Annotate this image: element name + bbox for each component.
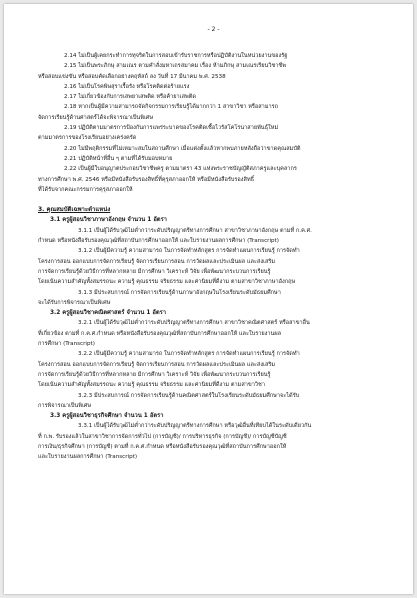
text-line: 3.2.2 เป็นผู้มีความรู้ ความสามารถ ในการจัดทำหลักสูตร การจัดทำแผนการเรียนรู้ การจัดทำ [78, 351, 300, 358]
text-line: ที่ได้รับจากคณะกรรมการคุรุสภาออกให้ [38, 186, 133, 193]
subsection-body [38, 318, 389, 411]
text-line: โครงการสอน ออกแบบการจัดการเรียนรู้ จัดการเรียนการสอน การวัดผลและประเมินผล และส่งเสริม [38, 361, 276, 368]
subsection-body [38, 421, 389, 462]
text-line: 2.18 หากเป็นผู้มีความสามารถจัดกิจกรรมการเรียนรู้ได้มากกว่า 1 สาขาวิชา หรือสามารถ [64, 104, 279, 111]
text-line: โดยเน้นความสำคัญทั้งสมรรถนะ ความรู้ คุณธรรม จริยธรรม และค่านิยมที่ดีงาม ตามสาขาวิชาภาษาอังกฤษ [38, 279, 296, 286]
text-line: จัดการเรียนรู้ด้านศาสตร์ได้จะพิจารณาเป็นพิเศษ [38, 114, 154, 121]
text-line: ที่เกี่ยวข้อง ตามที่ ก.ค.ศ.กำหนด หรือหนังสือรับรองคุณวุฒิที่สถาบันการศึกษาออกให้ และใบรายงานผล [38, 330, 282, 337]
subsection-title: 3.3 ครูผู้สอนวิชาธุรกิจศึกษา จำนวน 1 อัตรา [50, 413, 164, 420]
text-line: ทางการศึกษา พ.ศ. 2546 หรือมีหนังสือรับรองสิทธิ์ที่คุรุสภาออกให้ หรือมีหนังสือรับรองสิทธิ์ [38, 176, 255, 183]
text-line: 3.1.2 เป็นผู้มีความรู้ ความสามารถ ในการจัดทำหลักสูตร การจัดทำแผนการเรียนรู้ การจัดทำ [78, 248, 300, 255]
text-line: 2.19 ปฏิบัติตามมาตรการป้องกันการแพร่ระบาดของโรคติดเชื้อไวรัสโคโรนาสายพันธุ์ใหม่ [64, 125, 279, 132]
text-line: ที่ ก.พ. รับรองแล้วในสาขาวิชาการจัดการทั่วไป (การบัญชี)/ การบริหารธุรกิจ (การบัญชี)/ การบัญชีบัญชี [38, 433, 287, 440]
text-line: การเงิน/ธุรกิจศึกษา (การบัญชี) ตามที่ ก.ค.ศ.กำหนด หรือหนังสือรับรองคุณวุฒิที่สถาบันการศึกษาออกให้ [38, 443, 287, 450]
text-line: 3.2.3 มีประสบการณ์ การจัดการเรียนรู้ด้านคณิตศาสตร์ในโรงเรียนระดับมัธยมศึกษาจะได้รับ [78, 392, 300, 399]
text-line: 3.2.1 เป็นผู้ได้รับวุฒิไม่ต่ำกว่าระดับปริญญาตรีทางการศึกษา สาขาวิชาคณิตศาสตร์ หรือสาขาอื่น [78, 320, 310, 327]
text-line: หรือสอบแข่งขัน หรือสอบคัดเลือกอย่างคฤหัสถ์ ลง วันที่ 17 มีนาคม พ.ศ. 2538 [38, 73, 226, 80]
text-line: 2.15 ไม่เป็นพระภิกษุ สามเณร ตามคำสั่งมหาเถรสมาคม เรื่อง ห้ามภิกษุ สามเณรเรียนวิชาชีพ [64, 63, 286, 70]
text-line: 2.21 ปฏิบัติหน้าที่อื่น ๆ ตามที่ได้รับมอบหมาย [64, 155, 173, 162]
text-line: โครงการสอน ออกแบบการจัดการเรียนรู้ จัดการเรียนการสอน การวัดผลและประเมินผล และส่งเสริม [38, 258, 276, 265]
text-line: 2.14 ไม่เป็นผู้เคยกระทำการทุจริตในการสอบเข้ารับราชการหรือปฏิบัติงานในหน่วยงานของรัฐ [64, 53, 288, 59]
text-line: โดยเน้นความสำคัญทั้งสมรรถนะ ความรู้ คุณธรรม จริยธรรม และค่านิยมที่ดีงาม ตามสาขาวิชา [38, 382, 265, 389]
section-title: 3. คุณสมบัติเฉพาะตำแหน่ง [38, 206, 111, 214]
text-line: 3.1.3 มีประสบการณ์ การจัดการเรียนรู้ด้านภาษาอังกฤษในโรงเรียนระดับมัธยมศึกษา [78, 289, 281, 296]
text-line: 2.22 เป็นผู้มีใบอนุญาตประกอบวิชาชีพครู ตามมาตรา 43 แห่งพระราชบัญญัติสภาครูและบุคลากร [64, 166, 297, 173]
text-line: กำหนด หรือหนังสือรับรองคุณวุฒิที่สถาบันการศึกษาออกให้ และใบรายงานผลการศึกษา (Transcript) [38, 238, 279, 245]
text-line: การจัดการเรียนรู้ด้วยวิธีการที่หลากหลาย มีการศึกษา วิเคราะห์ วิจัย เพื่อพัฒนากระบวนการเรียนรู้ [38, 371, 271, 378]
text-line: 2.17 ไม่เกี่ยวข้องกับการเสพยาเสพติด หรือค้ายาเสพติด [64, 94, 196, 101]
subsection-body [38, 226, 389, 308]
text-line: การศึกษา (Transcript) [38, 341, 95, 348]
text-line: 2.16 ไม่เป็นโรคพิษสุราเรื้อรัง หรือโรคติดต่อร้ายแรง [64, 83, 190, 90]
text-line: การจัดการเรียนรู้ด้วยวิธีการที่หลากหลาย มีการศึกษา วิเคราะห์ วิจัย เพื่อพัฒนากระบวนการเรียนรู้ [38, 268, 271, 275]
text-line: การพิจารณาเป็นพิเศษ [38, 402, 92, 409]
text-line: และใบรายงานผลการศึกษา (Transcript) [38, 454, 138, 461]
text-line: ตามมาตรการของโรงเรียนอย่างเคร่งครัด [38, 135, 137, 142]
text-line: จะได้รับการพิจารณาเป็นพิเศษ [38, 299, 111, 306]
text-line: 2.20 ไม่มีพฤติกรรมที่ไม่เหมาะสมในสถานศึกษา เมื่อแต่งตั้งแล้วหากพบภายหลังถือว่าขาดคุณสมบัติ [64, 145, 301, 152]
text-line: 3.1.1 เป็นผู้ได้รับวุฒิไม่ต่ำกว่าระดับปริญญาตรีทางการศึกษา สาขาวิชาภาษาอังกฤษ ตามที่ ก.ค.ศ. [78, 227, 312, 234]
subsection-title: 3.2 ครูผู้สอนวิชาคณิตศาสตร์ จำนวน 1 อัตรา [50, 310, 167, 317]
text-line: 3.3.1 เป็นผู้ได้รับวุฒิไม่ต่ำกว่าระดับปริญญาตรีทางการศึกษา หรือวุฒิอื่นที่เทียบได้ในระดับเดียวกัน [78, 423, 312, 430]
requirements-list [38, 51, 389, 195]
subsection-title: 3.1 ครูผู้สอนวิชาภาษาอังกฤษ จำนวน 1 อัตรา [50, 217, 167, 224]
page-number: - 2 - [207, 26, 220, 33]
document-page [4, 4, 413, 594]
